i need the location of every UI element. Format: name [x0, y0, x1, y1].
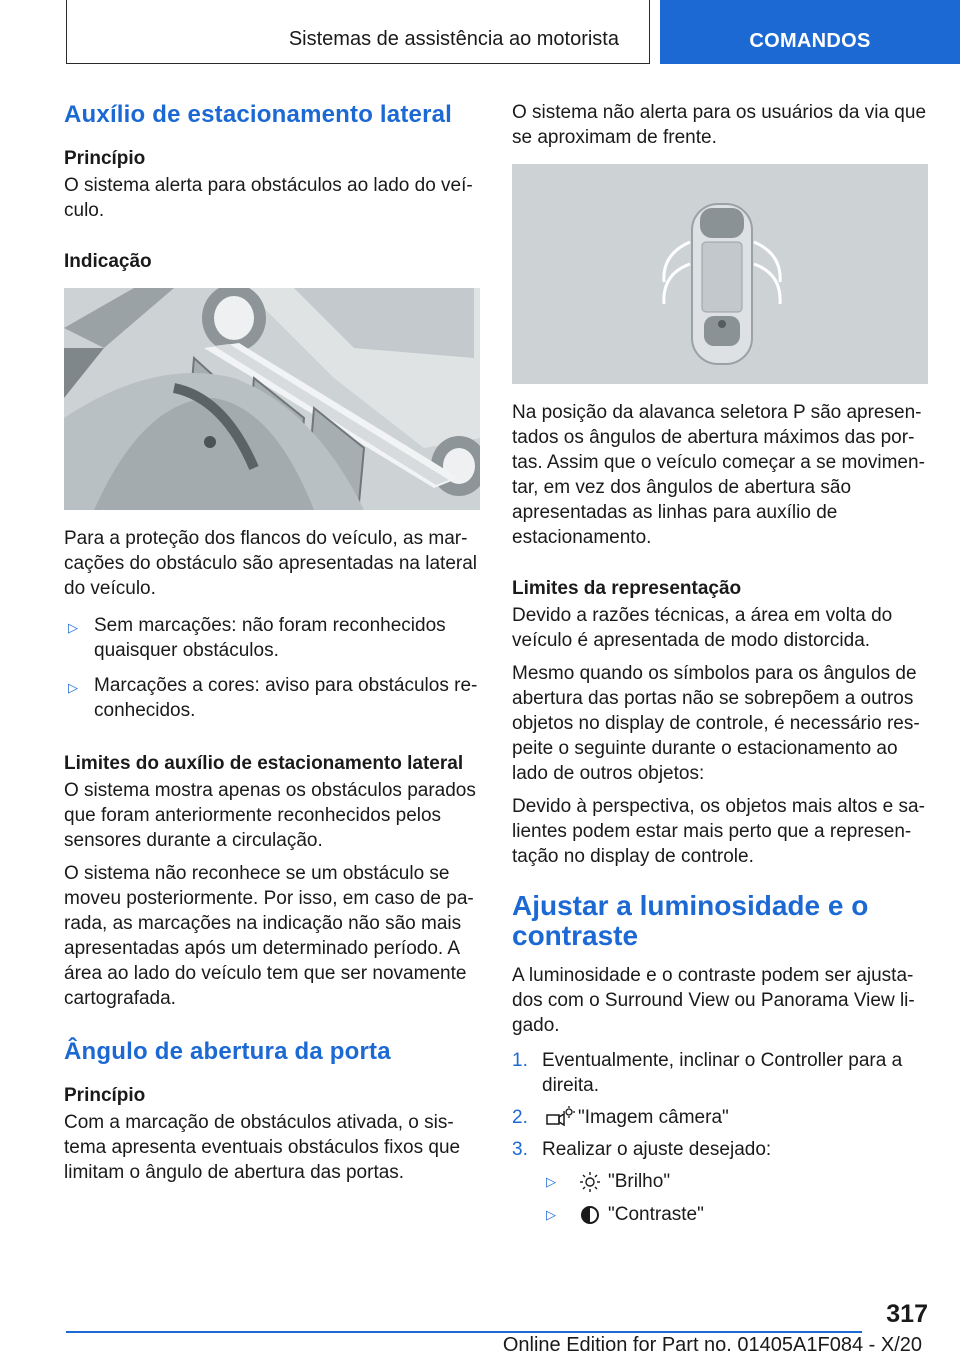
paragraph-limits-2: O sistema não reconhece se um obstáculo se moveu posteriormente. Por isso, em caso de parada, as marcações na indicação não são mais apresentadas após um determinado período. A área ao lado do veículo tem que ser novamente cartografada. — [64, 863, 474, 1009]
car-flank-markings-image — [64, 288, 480, 510]
page-number: 317 — [886, 1300, 928, 1328]
bullet-item — [64, 613, 480, 663]
header-section-tab — [66, 0, 650, 64]
subheading-limits: Limites do auxílio de estacionamento lateral — [64, 753, 464, 774]
step-number: 1. — [512, 1050, 528, 1071]
subheading-principle: Princípio — [64, 148, 146, 169]
contrast-icon — [572, 1203, 608, 1227]
paragraph-representation-3: Devido à perspectiva, os objetos mais altos e salientes podem estar mais perto que a representação no display de controle. — [512, 796, 925, 867]
header-section-title: Sistemas de assistência ao motorista — [288, 28, 619, 50]
sub-bullet-text: "Brilho" — [608, 1171, 671, 1192]
paragraph-brightness: A luminosidade e o contraste podem ser ajustados com o Surround View ou Panorama View ligado. — [512, 965, 915, 1036]
step-text: Eventualmente, inclinar o Controller para a direita. — [542, 1050, 903, 1096]
subheading-door-principle: Princípio — [64, 1085, 146, 1106]
right-column — [512, 100, 928, 1235]
car-top-view-image — [512, 164, 928, 384]
bullet-text: Sem marcações: não foram reconhecidos quaisquer obstáculos. — [94, 615, 446, 661]
paragraph-representation-2: Mesmo quando os símbolos para os ângulos de abertura das portas não se sobrepõem a outros objetos no display de controle, é necessário respeite o seguinte durante o estacionamento ao lado de outros objetos: — [512, 663, 920, 784]
bullet-triangle-icon: ▷ — [68, 620, 78, 635]
heading-brightness-contrast: Ajustar a luminosidade e o contraste — [512, 890, 869, 951]
camera-settings-icon — [542, 1105, 578, 1129]
step-text: "Imagem câmera" — [578, 1107, 729, 1128]
paragraph-principle: O sistema alerta para obstáculos ao lado do veículo. — [64, 175, 473, 221]
subheading-representation-limits: Limites da representação — [512, 578, 742, 599]
paragraph-selector-position: Na posição da alavanca seletora P são apresentados os ângulos de abertura máximos das portas. Assim que o veículo começar a se movimentar, em vez dos ângulos de abertura são apresentadas as linhas para auxílio de estacionamento. — [512, 402, 925, 548]
bullet-triangle-icon: ▷ — [546, 1207, 556, 1222]
paragraph-limits-1: O sistema mostra apenas os obstáculos parados que foram anteriormente reconhecidos pelos sensores durante a circulação. — [64, 780, 476, 851]
footer-edition: Online Edition for Part no. 01405A1F084 - X/20 — [502, 1334, 922, 1356]
sub-bullet-item — [542, 1169, 928, 1194]
header-chapter-tab: COMANDOS — [660, 0, 960, 64]
sub-bullet-item — [542, 1202, 928, 1227]
step-number: 3. — [512, 1139, 528, 1160]
step-item — [512, 1105, 928, 1130]
bullet-item — [64, 673, 480, 723]
bullet-triangle-icon: ▷ — [68, 680, 78, 695]
step-item — [512, 1137, 928, 1162]
brightness-icon — [572, 1170, 608, 1194]
paragraph-door-principle: Com a marcação de obstáculos ativada, o sistema apresenta eventuais obstáculos fixos que limitam o ângulo de abertura das portas. — [64, 1112, 461, 1183]
bullet-text: Marcações a cores: aviso para obstáculos reconhecidos. — [94, 675, 478, 721]
heading-side-parking-aid: Auxílio de estacionamento lateral — [64, 101, 453, 128]
left-column — [64, 100, 480, 1193]
side-parking-illustration — [64, 288, 480, 510]
paragraph-representation-1: Devido a razões técnicas, a área em volta do veículo é apresentada de modo distorcida. — [512, 605, 893, 651]
paragraph-intro: O sistema não alerta para os usuários da via que se aproximam de frente. — [512, 102, 927, 148]
step-item — [512, 1048, 928, 1098]
paragraph-indication: Para a proteção dos flancos do veículo, as marcações do obstáculo são apresentadas na lateral do veículo. — [64, 528, 477, 599]
door-angle-illustration — [512, 164, 928, 384]
sub-bullet-text: "Contraste" — [608, 1204, 704, 1225]
subheading-indication: Indicação — [64, 251, 152, 272]
heading-door-angle: Ângulo de abertura da porta — [64, 1038, 391, 1065]
footer-divider — [66, 1331, 862, 1333]
bullet-triangle-icon: ▷ — [546, 1174, 556, 1189]
step-text: Realizar o ajuste desejado: — [542, 1139, 772, 1160]
step-number: 2. — [512, 1107, 528, 1128]
